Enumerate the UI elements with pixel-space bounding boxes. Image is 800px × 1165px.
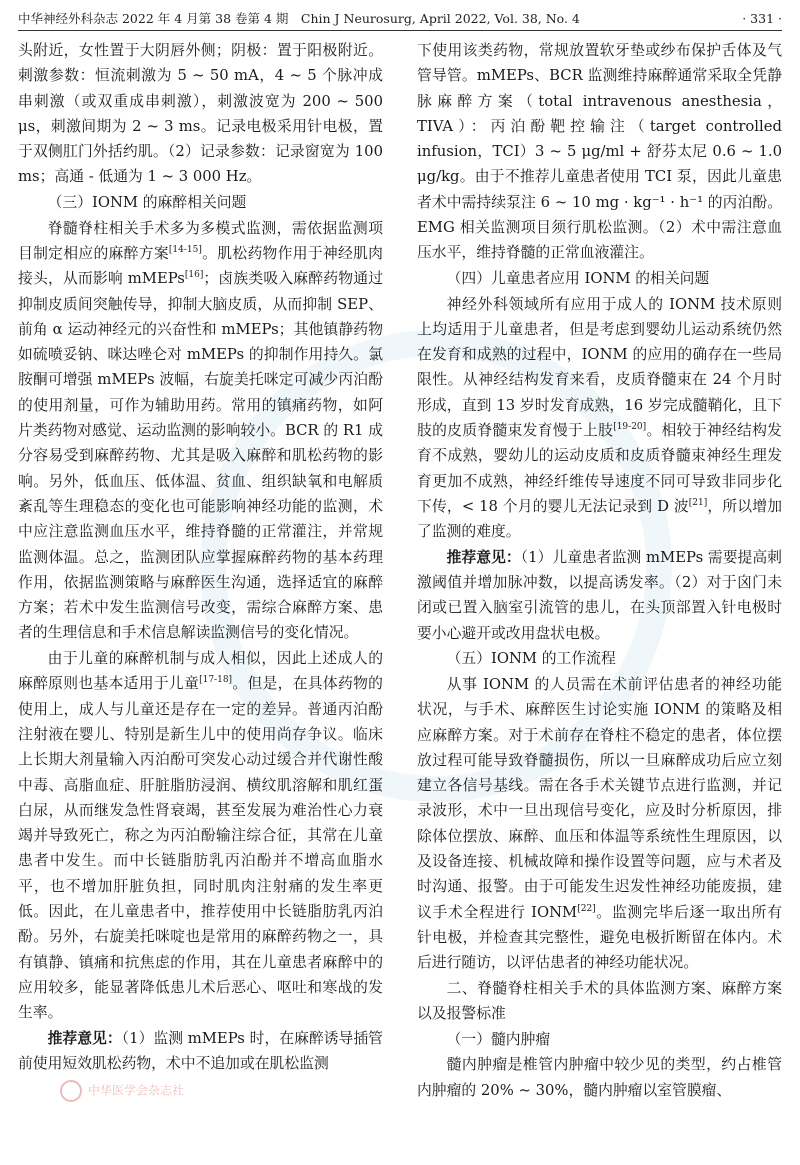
section-heading: （五）IONM 的工作流程 [446,650,616,668]
paragraph: 下使用该类药物，常规放置软牙垫或纱布保护舌体及气管导管。mMEPs、BCR 监测维持麻醉通常采取全凭静脉麻醉方案（total intravenous anesthesia，TIVA）：丙泊酚靶控输注（target controlled infusion，TCI）3 ~ 5 μg/ml + 舒芬太尼 0.6 ~ 1.0 μg/kg。由于不推荐儿童患者使用 TCI 泵，因此儿童患者术中需持续泵注 6 ~ 10 mg · kg⁻¹ · h⁻¹ 的丙泊酚。EMG 相关监测项目须行肌松监测。（2）术中需注意血压水平，维持脊髓的正常血液灌注。 [417,42,782,262]
paragraph: 从事 IONM 的人员需在术前评估患者的神经功能状况，与手术、麻醉医生讨论实施 IONM 的策略及相应麻醉方案。对于术前存在脊柱不稳定的患者，体位摆放过程可能导致脊髓损伤，所以一旦麻醉成功后应立刻建立各信号基线。需在各手术关键节点进行监测，并记录波形，术中一旦出现信号变化，应及时分析原因，排除体位摆放、麻醉、血压和体温等系统性生理原因，以及设备连接、机械故障和操作设置等问题，应与术者及时沟通、报警。由于可能发生迟发性神经功能废损，建议手术全程进行 IONM[22]。监测完毕后逐一取出所有针电极，并检查其完整性，避免电极折断留在体内。术后进行随访，以评估患者的神经功能状况。 [417,675,782,972]
paragraph: 髓内肿瘤是椎管内肿瘤中较少见的类型，约占椎管内肿瘤的 20% ~ 30%，髓内肿瘤以室管膜瘤、 [417,1056,782,1099]
recommendation-paragraph: 推荐意见：（1）监测 mMEPs 时，在麻醉诱导插管前使用短效肌松药物，术中不追加或在肌松监测 [18,1029,383,1073]
section-heading: （三）IONM 的麻醉相关问题 [47,194,247,212]
publisher-stamp: 中华医学会杂志社 [60,1080,360,1106]
citation-ref: [14-15] [168,245,202,256]
chapter-heading: 二、脊髓脊柱相关手术的具体监测方案、麻醉方案以及报警标准 [417,979,782,1023]
paragraph: 脊髓脊柱相关手术多为多模式监测，需依据监测项目制定相应的麻醉方案[14-15]。肌松药物作用于神经肌肉接头，从而影响 mMEPs[16]；卤族类吸入麻醉药物通过抑制皮质间突触传导，抑制大脑皮质，从而抑制 SEP、前角 α 运动神经元的兴奋性和 mMEPs；其他镇静药物如硫喷妥钠、咪达唑仑对 mMEPs 的抑制作用持久。氯胺酮可增强 mMEPs 波幅，右旋美托咪定可减少丙泊酚的使用剂量，可作为辅助用药。常用的镇痛药物，如阿片类药物对感觉、运动监测的影响较小。BCR 的 R1 成分容易受到麻醉药物、尤其是吸入麻醉和肌松药物的影响。另外，低血压、低体温、贫血、组织缺氧和电解质紊乱等生理稳态的变化也可能影响神经功能的监测，术中应注意监测血压水平，维持脊髓的正常灌注，并常规监测体温。总之，监测团队应掌握麻醉药物的基本药理作用，依据监测策略与麻醉医生沟通，选择适宜的麻醉方案；若术中发生监测信号改变，需综合麻醉方案、患者的生理信息和手术信息解读监测信号的变化情况。 [18,219,383,642]
right-column [417,38,782,1103]
section-heading: （一）髓内肿瘤 [446,1030,551,1048]
journal-citation: 中华神经外科杂志 2022 年 4 月第 38 卷第 4 期 Chin J Neurosurg, April 2022, Vol. 38, No. 4 [18,11,580,26]
citation-ref: [19-20] [613,422,647,433]
citation-ref: [21] [688,498,708,509]
page-number: · 331 · [742,11,782,26]
recommendation-label: 推荐意见： [47,1029,122,1047]
citation-ref: [17-18] [199,675,233,686]
recommendation-paragraph: 推荐意见：（1）儿童患者监测 mMEPs 需要提高刺激阈值并增加脉冲数，以提高诱发率。（2）对于囟门未闭或已置入脑室引流管的患儿，在头顶部置入针电极时要小心避开或改用盘状电极。 [417,548,782,642]
recommendation-label: 推荐意见： [446,548,521,566]
paragraph: 由于儿童的麻醉机制与成人相似，因此上述成人的麻醉原则也基本适用于儿童[17-18]。但是，在具体药物的使用上，成人与儿童还是存在一定的差异。普通丙泊酚注射液在婴儿、特别是新生儿中的使用尚存争议。临床上长期大剂量输入丙泊酚可突发心动过缓合并代谢性酸中毒、高脂血症、肝脏脂肪浸润、横纹肌溶解和肌红蛋白尿，从而继发急性肾衰竭，甚至发展为难治性心力衰竭并导致死亡，称之为丙泊酚输注综合征，其常在儿童患者中发生。而中长链脂肪乳丙泊酚并不增高血脂水平，也不增加肝脏负担，同时肌肉注射痛的发生率更低。因此，在儿童患者中，推荐使用中长链脂肪乳丙泊酚。另外，右旋美托咪啶也是常用的麻醉药物之一，具有镇静、镇痛和抗焦虑的作用，其在儿童患者麻醉中的应用较多，能显著降低患儿术后恶心、呕吐和寒战的发生率。 [18,650,383,1022]
publisher-logo-icon [60,1080,82,1102]
left-column [18,38,383,1077]
citation-ref: [16] [184,270,204,281]
citation-ref: [22] [577,903,596,914]
running-header [18,10,782,31]
section-heading: （四）儿童患者应用 IONM 的相关问题 [446,269,710,287]
paragraph: 头附近，女性置于大阴唇外侧；阴极：置于阳极附近。刺激参数：恒流刺激为 5 ~ 50 mA，4 ~ 5 个脉冲成串刺激（或双重成串刺激），刺激波宽为 200 ~ 500 μs，刺激间期为 2 ~ 3 ms。记录电极采用针电极，置于双侧肛门外括约肌。（2）记录参数：记录窗宽为 100 ms；高通 - 低通为 1 ~ 3 000 Hz。 [18,42,383,186]
paragraph: 神经外科领域所有应用于成人的 IONM 技术原则上均适用于儿童患者，但是考虑到婴幼儿运动系统仍然在发育和成熟的过程中，IONM 的应用的确存在一些局限性。从神经结构发育来看，皮质脊髓束在 24 个月时形成，直到 13 岁时发育成熟，16 岁完成髓鞘化，且下肢的皮质脊髓束发育慢于上肢[19-20]。相较于神经结构发育不成熟，婴幼儿的运动皮质和皮质脊髓束神经生理发育更加不成熟，神经纤维传导速度不同可导致非同步化下传，< 18 个月的婴儿无法记录到 D 波[21]，所以增加了监测的难度。 [417,295,782,541]
